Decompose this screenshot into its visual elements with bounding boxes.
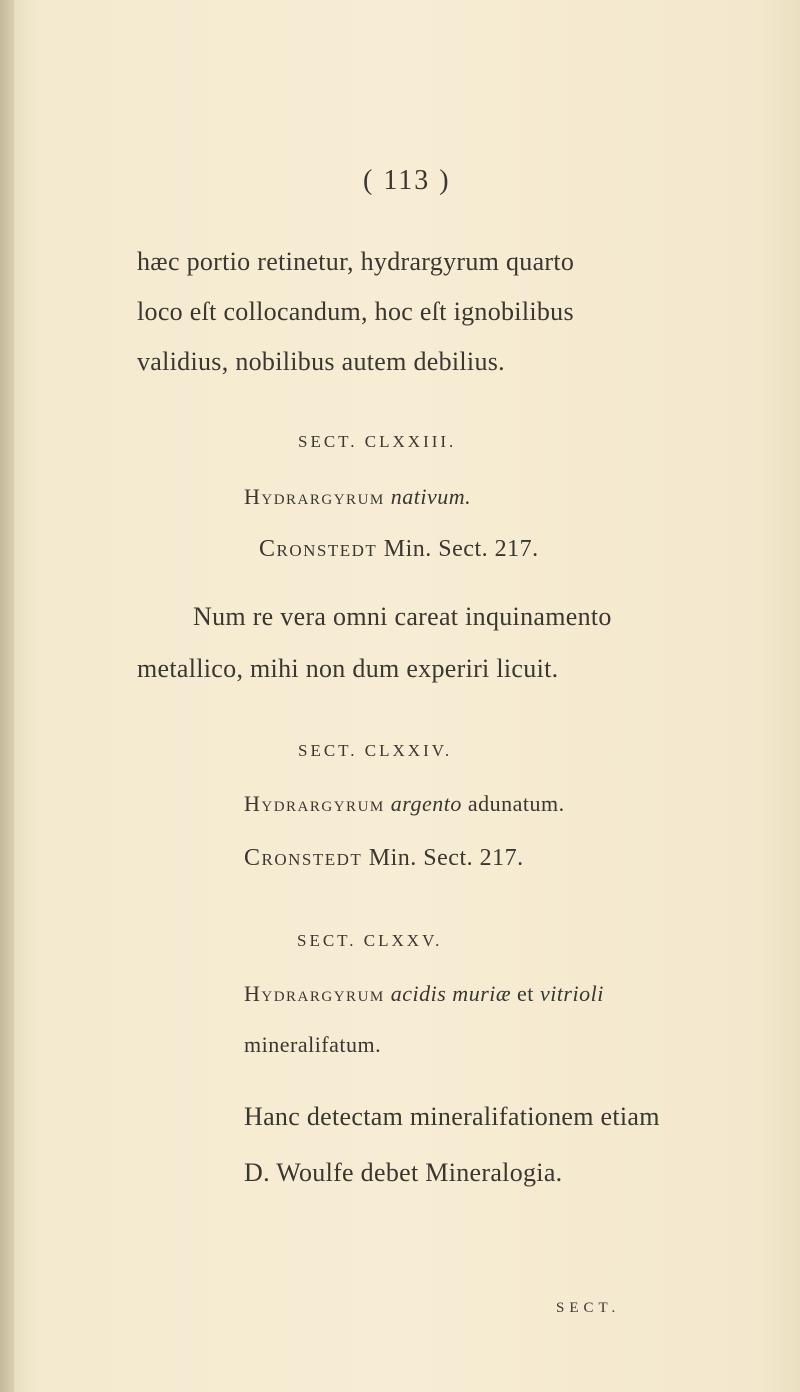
title-rest: adunatum. [467,791,565,816]
title-italic: vitrioli [539,981,604,1006]
page-number: ( 113 ) [363,165,451,196]
text-line: Num re vera omni careat inquinamento [193,602,612,631]
section-heading: SECT. CLXXV. [297,931,443,950]
section-heading: SECT. CLXXIV. [298,741,453,760]
title-smallcaps: Hydrargyrum [244,981,385,1006]
reference-text: Min. Sect. 217. [383,536,539,562]
section-title [244,791,565,817]
text-line: Hanc detectam mineralifationem etiam [244,1102,660,1131]
catchword: SECT. [556,1300,621,1316]
text-line: D. Woulfe debet Mineralogia. [244,1158,563,1187]
book-spine-shadow [0,0,14,1392]
text-line: loco eſt collocandum, hoc eſt ignobilibus [137,297,574,326]
section-title [244,981,604,1007]
text-line: validius, nobilibus autem debilius. [137,347,505,376]
section-title-continued: mineralifatum. [244,1032,382,1057]
title-smallcaps: Hydrargyrum [244,791,385,816]
section-title [244,484,471,510]
section-heading: SECT. CLXXIII. [298,432,457,451]
reference-line [244,845,524,872]
reference-text: Min. Sect. 217. [368,845,524,871]
title-italic: nativum. [390,484,472,509]
title-italic: acidis muriæ [390,981,512,1006]
reference-author: Cronstedt [259,536,378,562]
title-smallcaps: Hydrargyrum [244,484,385,509]
text-line: hæc portio retinetur, hydrargyrum quarto [137,247,575,276]
title-italic: argento [390,791,462,816]
text-line: metallico, mihi non dum experiri licuit. [137,654,559,683]
title-connector: et [517,981,534,1006]
reference-author: Cronstedt [244,845,363,871]
reference-line [259,536,539,563]
